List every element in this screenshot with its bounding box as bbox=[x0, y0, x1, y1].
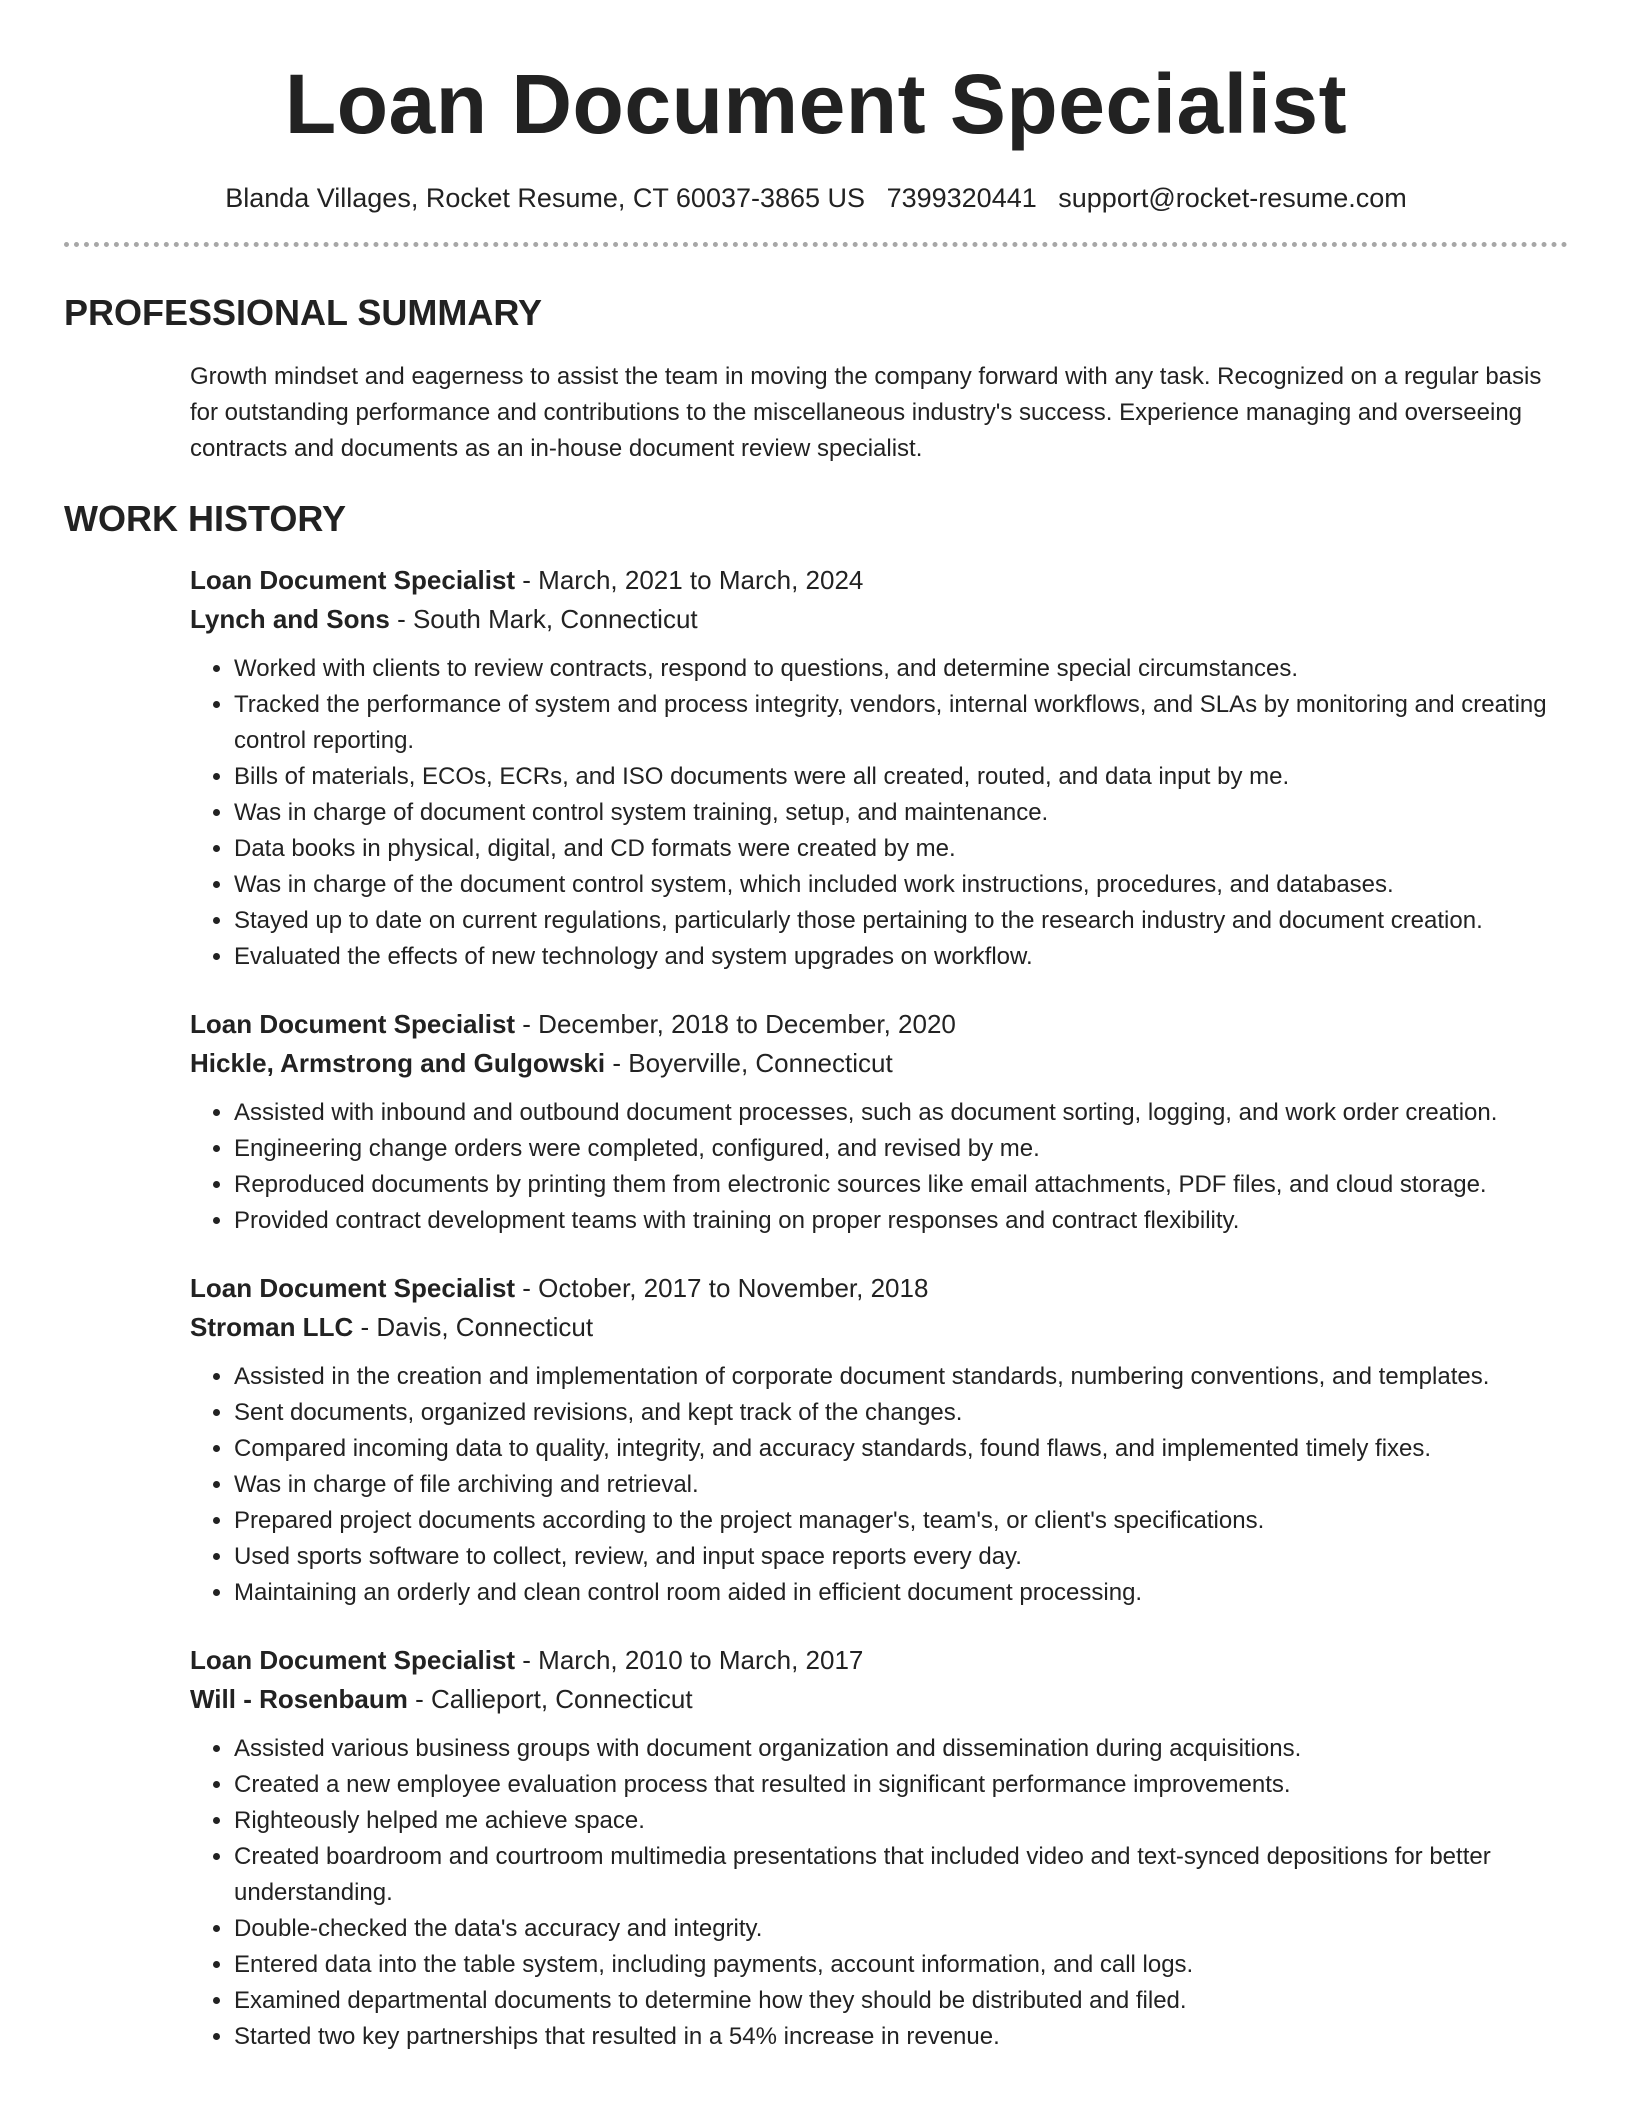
contact-email: support@rocket-resume.com bbox=[1058, 183, 1407, 213]
job-bullet: • Tracked the performance of system and process integrity, vendors, internal workflows, and SLAs by monitoring and creating control reporting. bbox=[234, 687, 1568, 759]
job-title-line bbox=[190, 1641, 1568, 1680]
job-bullet: • Created a new employee evaluation process that resulted in significant performance improvements. bbox=[234, 1767, 1568, 1803]
job-bullet: • Reproduced documents by printing them from electronic sources like email attachments, PDF files, and cloud storage. bbox=[234, 1167, 1568, 1203]
job-bullet: • Entered data into the table system, including payments, account information, and call logs. bbox=[234, 1947, 1568, 1983]
resume-page bbox=[64, 0, 1568, 2055]
job-title: Loan Document Specialist bbox=[190, 1009, 516, 1039]
job-company: Stroman LLC bbox=[190, 1312, 354, 1342]
contact-phone: 7399320441 bbox=[886, 183, 1037, 213]
job-entry bbox=[190, 1005, 1568, 1239]
job-bullet: • Was in charge of the document control system, which included work instructions, procedures, and databases. bbox=[234, 867, 1568, 903]
job-location: - Callieport, Connecticut bbox=[407, 1684, 693, 1714]
job-bullet: • Righteously helped me achieve space. bbox=[234, 1803, 1568, 1839]
job-bullets bbox=[190, 651, 1568, 975]
job-title-line bbox=[190, 1005, 1568, 1044]
job-title: Loan Document Specialist bbox=[190, 1273, 516, 1303]
job-dates: - March, 2021 to March, 2024 bbox=[515, 565, 864, 595]
job-dates: - December, 2018 to December, 2020 bbox=[515, 1009, 956, 1039]
job-bullet: • Assisted in the creation and implementation of corporate document standards, numbering conventions, and templates. bbox=[234, 1359, 1568, 1395]
job-company-line bbox=[190, 1680, 1568, 1719]
job-bullet: • Prepared project documents according to the project manager's, team's, or client's specifications. bbox=[234, 1503, 1568, 1539]
job-bullet: • Assisted various business groups with document organization and dissemination during acquisitions. bbox=[234, 1731, 1568, 1767]
job-location: - Davis, Connecticut bbox=[353, 1312, 594, 1342]
job-entry bbox=[190, 1269, 1568, 1611]
job-bullet: • Stayed up to date on current regulations, particularly those pertaining to the research industry and document creation. bbox=[234, 903, 1568, 939]
job-company-line bbox=[190, 1044, 1568, 1083]
job-title: Loan Document Specialist bbox=[190, 565, 516, 595]
job-bullet: • Was in charge of document control system training, setup, and maintenance. bbox=[234, 795, 1568, 831]
job-company-line bbox=[190, 1308, 1568, 1347]
job-bullet: • Compared incoming data to quality, integrity, and accuracy standards, found flaws, and implemented timely fixes. bbox=[234, 1431, 1568, 1467]
job-bullet: • Created boardroom and courtroom multimedia presentations that included video and text-synced depositions for better understanding. bbox=[234, 1839, 1568, 1911]
job-bullet: • Maintaining an orderly and clean control room aided in efficient document processing. bbox=[234, 1575, 1568, 1611]
resume-title: Loan Document Specialist bbox=[284, 57, 1348, 151]
header-divider bbox=[64, 242, 1568, 247]
job-entry bbox=[190, 561, 1568, 975]
job-bullet: • Worked with clients to review contracts, respond to questions, and determine special circumstances. bbox=[234, 651, 1568, 687]
job-bullet: • Was in charge of file archiving and retrieval. bbox=[234, 1467, 1568, 1503]
job-bullet: • Provided contract development teams with training on proper responses and contract flexibility. bbox=[234, 1203, 1568, 1239]
contact-address: Blanda Villages, Rocket Resume, CT 60037-3865 US bbox=[225, 183, 866, 213]
job-dates: - October, 2017 to November, 2018 bbox=[515, 1273, 929, 1303]
job-title-line bbox=[190, 561, 1568, 600]
job-location: - South Mark, Connecticut bbox=[389, 604, 698, 634]
summary-heading: PROFESSIONAL SUMMARY bbox=[64, 292, 543, 333]
job-company: Lynch and Sons bbox=[190, 604, 390, 634]
job-company: Will - Rosenbaum bbox=[190, 1684, 408, 1714]
job-title: Loan Document Specialist bbox=[190, 1645, 516, 1675]
job-bullet: • Used sports software to collect, review, and input space reports every day. bbox=[234, 1539, 1568, 1575]
work-history-list bbox=[190, 561, 1568, 2055]
job-company-line bbox=[190, 600, 1568, 639]
job-bullet: • Examined departmental documents to determine how they should be distributed and filed. bbox=[234, 1983, 1568, 2019]
job-bullet: • Engineering change orders were completed, configured, and revised by me. bbox=[234, 1131, 1568, 1167]
contact-line bbox=[64, 180, 1568, 216]
job-bullet: • Double-checked the data's accuracy and integrity. bbox=[234, 1911, 1568, 1947]
job-bullet: • Evaluated the effects of new technology and system upgrades on workflow. bbox=[234, 939, 1568, 975]
job-company: Hickle, Armstrong and Gulgowski bbox=[190, 1048, 606, 1078]
job-entry bbox=[190, 1641, 1568, 2055]
work-history-heading: WORK HISTORY bbox=[64, 498, 347, 539]
job-bullet: • Bills of materials, ECOs, ECRs, and ISO documents were all created, routed, and data input by me. bbox=[234, 759, 1568, 795]
job-bullet: • Started two key partnerships that resulted in a 54% increase in revenue. bbox=[234, 2019, 1568, 2055]
job-dates: - March, 2010 to March, 2017 bbox=[515, 1645, 864, 1675]
job-location: - Boyerville, Connecticut bbox=[605, 1048, 893, 1078]
job-bullet: • Data books in physical, digital, and CD formats were created by me. bbox=[234, 831, 1568, 867]
job-title-line bbox=[190, 1269, 1568, 1308]
summary-text: Growth mindset and eagerness to assist the team in moving the company forward with any task. Recognized on a regular basis for outstanding performance and contributions to the miscellaneous industry's success. Experience managing and overseeing contracts and documents as an in-house document review specialist. bbox=[190, 363, 1542, 462]
job-bullets bbox=[190, 1095, 1568, 1239]
job-bullet: • Sent documents, organized revisions, and kept track of the changes. bbox=[234, 1395, 1568, 1431]
job-bullet: • Assisted with inbound and outbound document processes, such as document sorting, logging, and work order creation. bbox=[234, 1095, 1568, 1131]
job-bullets bbox=[190, 1731, 1568, 2055]
job-bullets bbox=[190, 1359, 1568, 1611]
